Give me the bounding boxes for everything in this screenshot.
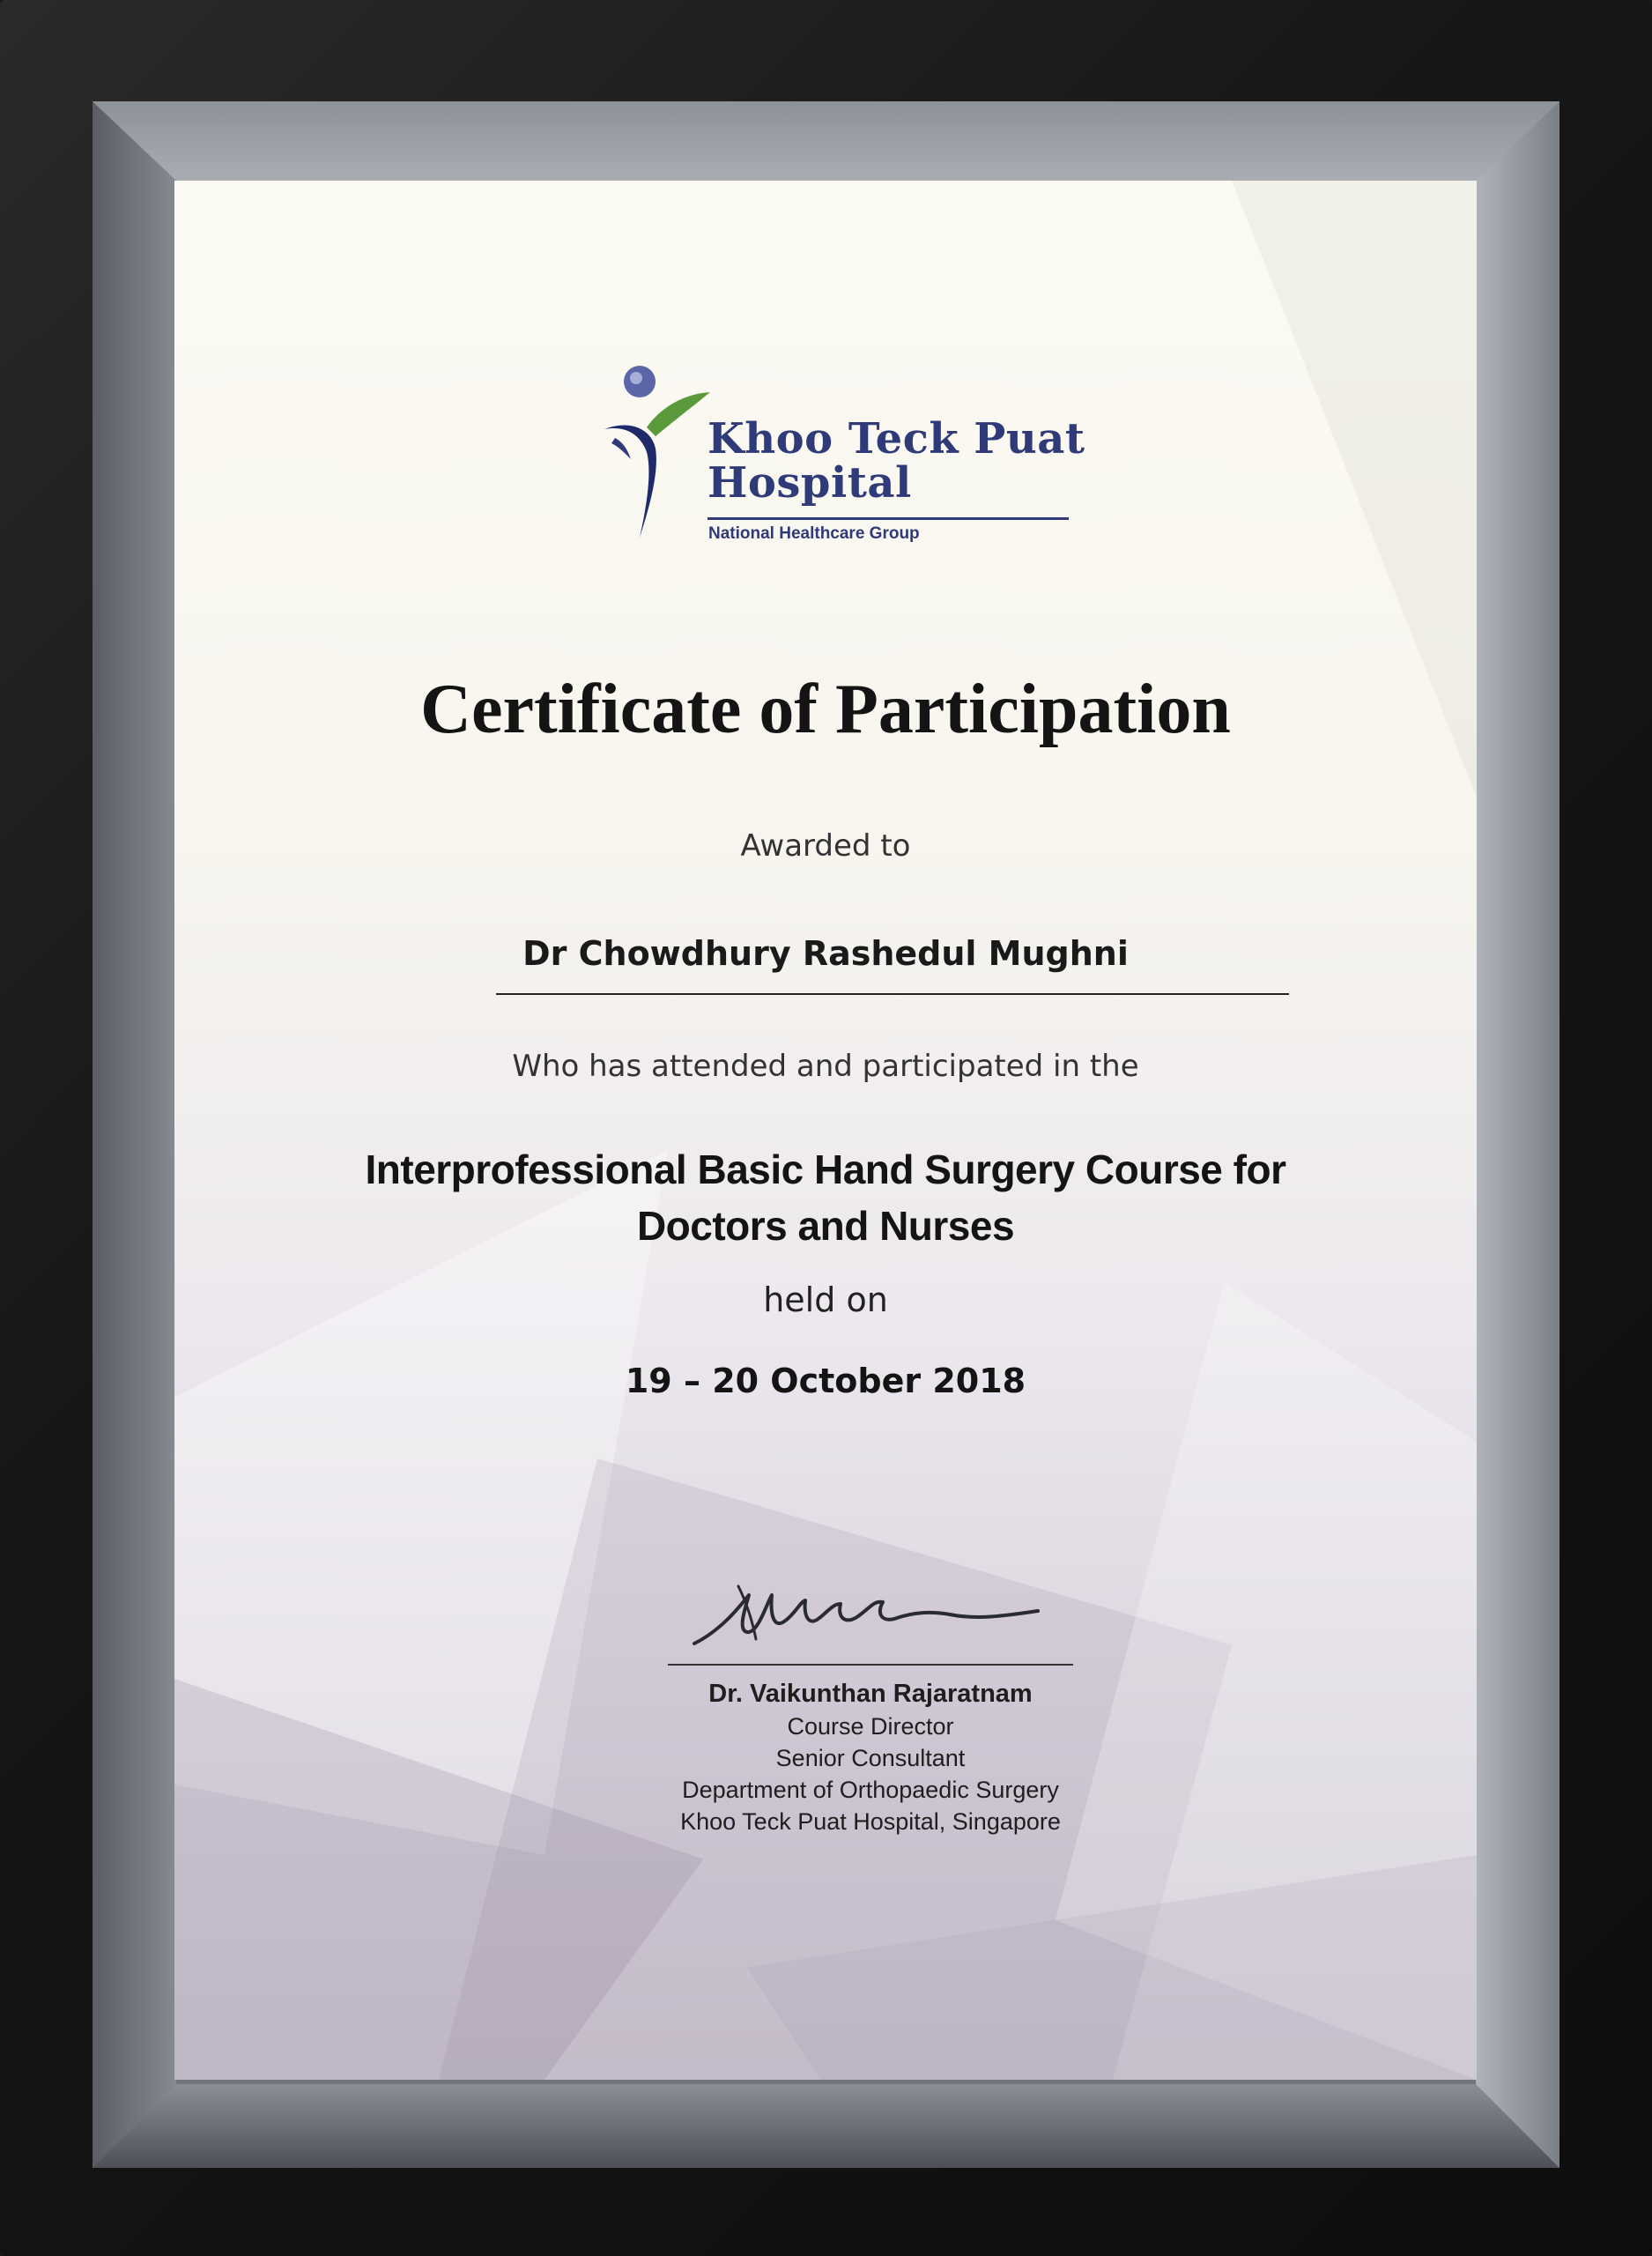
hospital-logo — [597, 357, 1091, 560]
awarded-to-label: Awarded to — [740, 828, 911, 864]
bevel-right — [1476, 101, 1559, 2168]
signatory-name: Dr. Vaikunthan Rajaratnam — [708, 1680, 1033, 1708]
logo-divider — [707, 517, 1069, 520]
certificate-paper — [174, 181, 1477, 2080]
signatory-department: Department of Orthopaedic Surgery — [682, 1777, 1059, 1803]
background-facet — [174, 1679, 703, 2080]
signatory-institution: Khoo Teck Puat Hospital, Singapore — [680, 1808, 1061, 1835]
held-on-label: held on — [763, 1280, 888, 1319]
background-facet — [747, 1855, 1477, 2080]
signatory-block — [650, 1677, 1091, 1837]
bevel-bottom — [93, 2084, 1559, 2168]
recipient-name: Dr Chowdhury Rashedul Mughni — [522, 934, 1129, 973]
signature-line — [668, 1664, 1073, 1666]
healthcare-group-name: National Healthcare Group — [708, 524, 920, 543]
hospital-logo-icon — [597, 357, 721, 560]
hospital-name: Khoo Teck Puat Hospital — [707, 414, 1085, 508]
course-date: 19 – 20 October 2018 — [625, 1362, 1026, 1400]
bevel-left — [93, 101, 176, 2168]
background-facet — [1056, 1282, 1477, 2080]
recipient-underline — [496, 993, 1289, 995]
signatory-role: Course Director — [787, 1713, 954, 1740]
signatory-position: Senior Consultant — [775, 1745, 966, 1771]
course-name: Interprofessional Basic Hand Surgery Course for Doctors and Nurses — [365, 1147, 1286, 1249]
certificate-title: Certificate of Participation — [420, 671, 1231, 748]
attendance-statement: Who has attended and participated in the — [512, 1049, 1139, 1084]
signature — [685, 1560, 1056, 1657]
bevel-top — [93, 101, 1559, 181]
